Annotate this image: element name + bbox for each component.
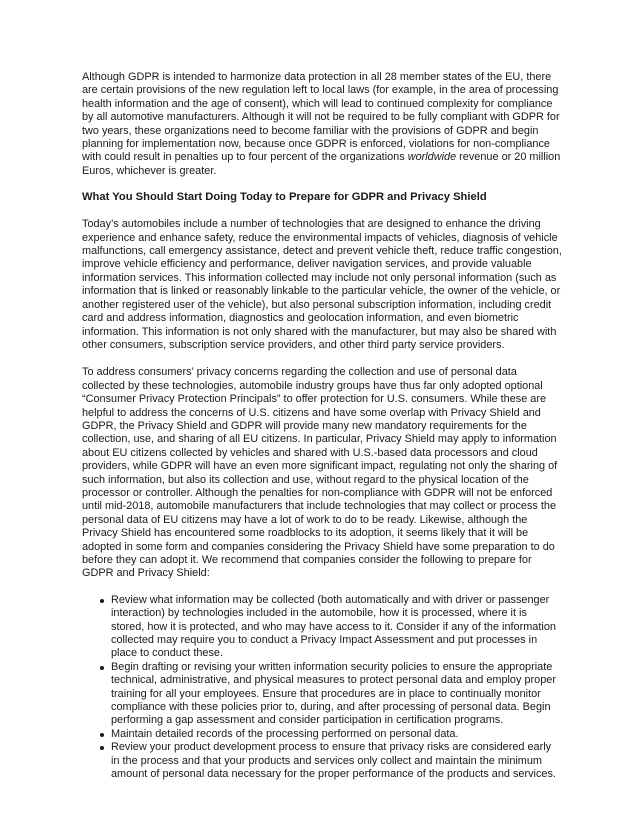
bullet-icon	[100, 746, 104, 750]
bullet-icon	[100, 599, 104, 603]
intro-paragraph: Although GDPR is intended to harmonize data protection in all 28 member states of the EU, there are certain provisions of the new regulation left to local laws (for example, in the area of processing health information and the age of consent), which will lead to continued complexity for compliance by all automotive manufacturers. Although it will not be required to be fully compliant with GDPR for two years, these organizations need to become familiar with the provisions of GDPR and begin planning for implementation now, because once GDPR is enforced, violations for non-compliance with could result in penalties up to four percent of the organizations worldwide revenue or 20 million Euros, whichever is greater.	[82, 71, 561, 177]
recommendations-list	[82, 594, 562, 782]
list-item: Maintain detailed records of the processing performed on personal data.	[111, 728, 562, 741]
privacy-concerns-paragraph: To address consumers’ privacy concerns regarding the collection and use of personal data collected by these technologies, automobile industry groups have thus far only adopted optional “Consumer Privacy Protection Principals” to offer protection for U.S. consumers. While these are helpful to address the concerns of U.S. citizens and have some overlap with Privacy Shield and GDPR, the Privacy Shield and GDPR will provide many new mandatory requirements for the collection, use, and sharing of all EU citizens. In particular, Privacy Shield may apply to information about EU citizens collected by vehicles and shared with U.S.-based data processors and cloud providers, while GDPR will have an even more significant impact, regulating not only the sharing of such information, but also its collection and use, without regard to the physical location of the processor or controller. Although the penalties for non-compliance with GDPR will not be enforced until mid-2018, automobile manufacturers that include technologies that may collect or process the personal data of EU citizens may have a lot of work to do to be ready. Likewise, although the Privacy Shield has encountered some roadblocks to its adoption, it seems likely that it will be adopted in some form and companies considering the Privacy Shield have some preparation to do before they can adopt it. We recommend that companies consider the following to prepare for GDPR and Privacy Shield:	[82, 366, 558, 580]
bullet-icon	[100, 666, 104, 670]
list-item: Begin drafting or revising your written information security policies to ensure the appropriate technical, administrative, and physical measures to protect personal data and employ proper training for all your employees. Ensure that procedures are in place to continually monitor compliance with these policies prior to, during, and after processing of personal data. Begin performing a gap assessment and consider participation in certification programs.	[111, 661, 562, 728]
bullet-icon	[100, 733, 104, 737]
emphasis-worldwide: worldwide	[407, 151, 457, 164]
list-item: Review your product development process to ensure that privacy risks are considered early in the process and that your products and services only collect and maintain the minimum amount of personal data necessary for the proper performance of the products and services.	[111, 741, 562, 781]
section-heading: What You Should Start Doing Today to Prepare for GDPR and Privacy Shield	[82, 191, 487, 204]
technologies-paragraph: Today’s automobiles include a number of technologies that are designed to enhance the driving experience and enhance safety, reduce the environmental impacts of vehicles, diagnosis of vehicle malfunctions, call emergency assistance, detect and prevent vehicle theft, reduce traffic congestion, improve vehicle efficiency and performance, deliver navigation services, and provide valuable information services. This information collected may include not only personal information (such as information that is linked or reasonably linkable to the particular vehicle, the owner of the vehicle, or another registered user of the vehicle), but also personal subscription information, including credit card and address information, diagnostics and geolocation information, and even biometric information. This information is not only shared with the manufacturer, but may also be shared with other consumers, subscription service providers, and other third party service providers.	[82, 218, 562, 351]
list-item: Review what information may be collected (both automatically and with driver or passenger interaction) by technologies included in the automobile, how it is processed, where it is stored, how it is protected, and who may have access to it. Consider if any of the information collected may require you to conduct a Privacy Impact Assessment and put processes in place to conduct these.	[111, 594, 562, 661]
